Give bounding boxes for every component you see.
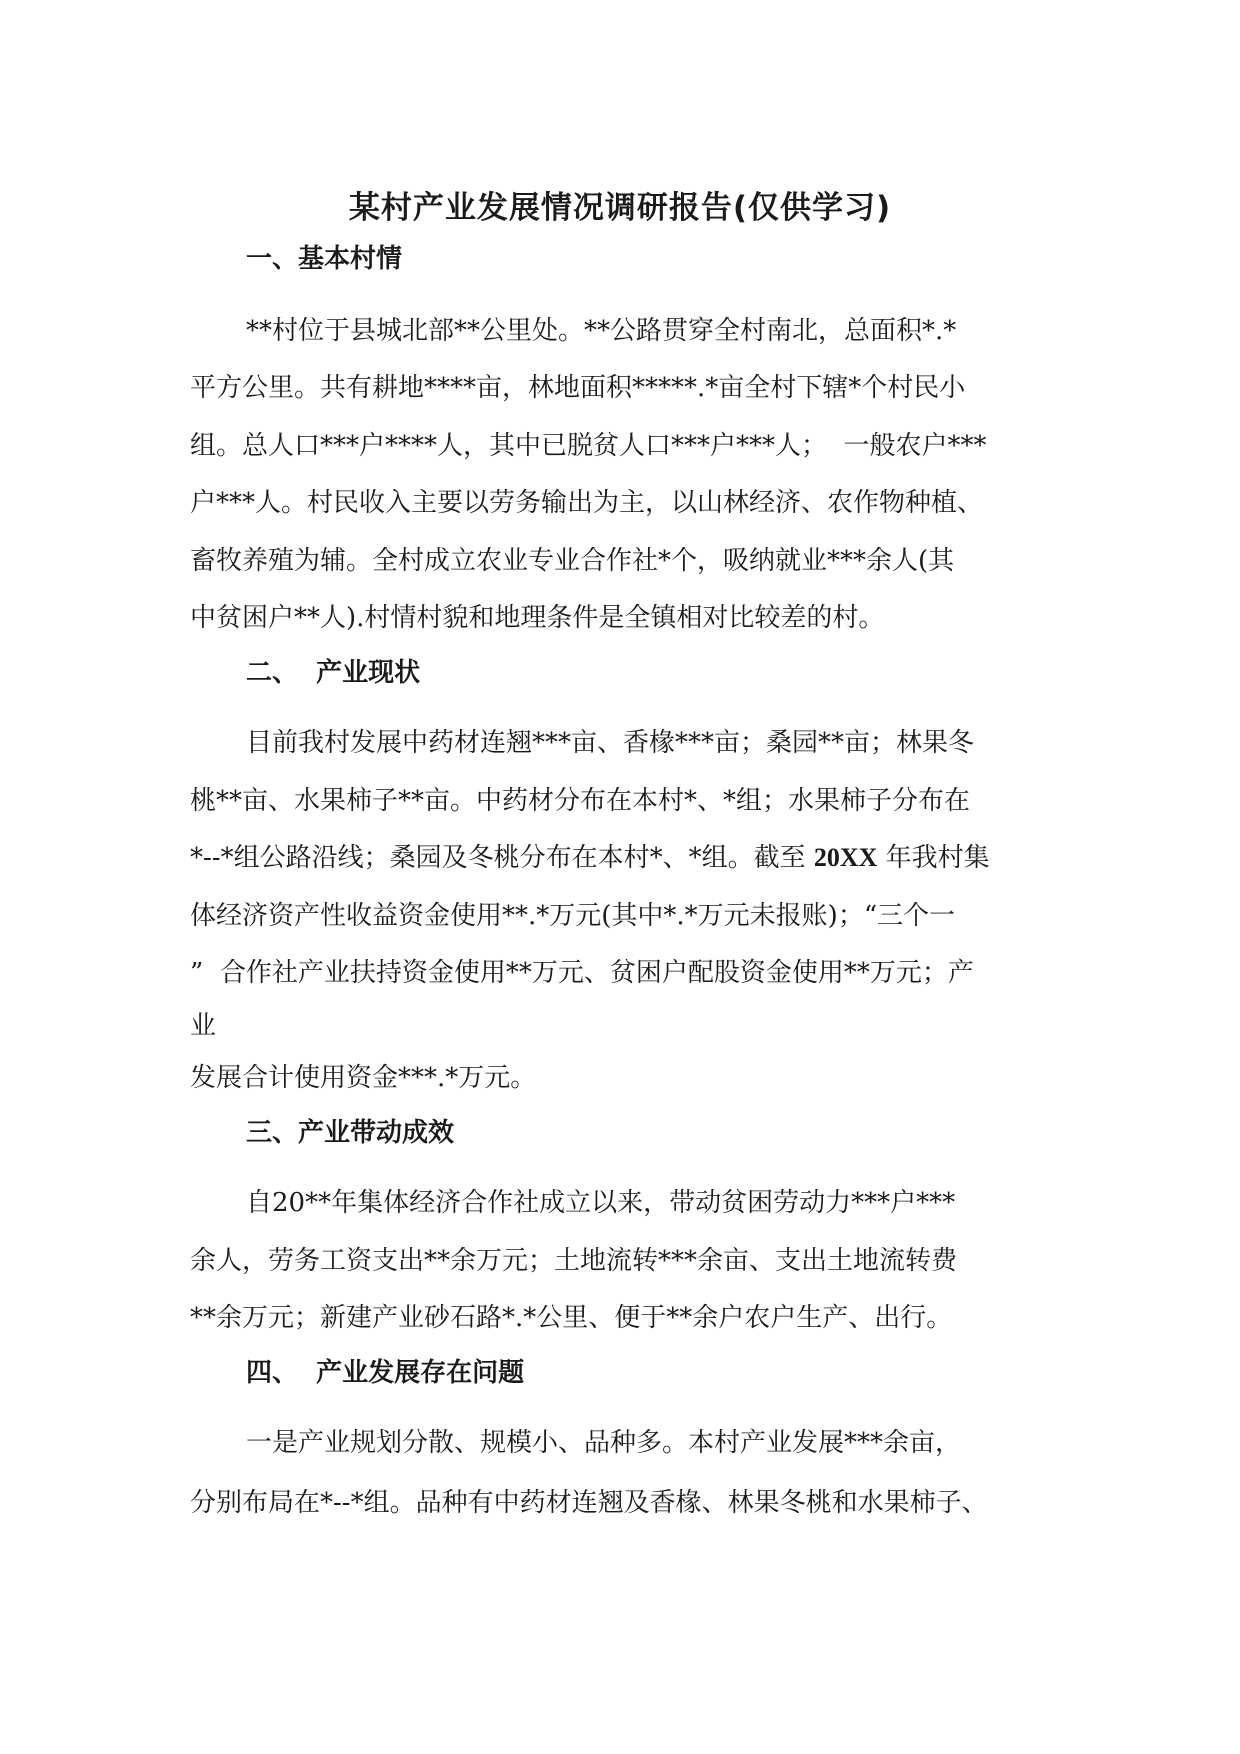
paragraph-line: 畜牧养殖为辅。全村成立农业专业合作社*个，吸纳就业***余人(其 — [190, 546, 955, 576]
year-placeholder: 20XX — [813, 843, 878, 872]
paragraph-line: 体经济资产性收益资金使用**.*万元(其中*.*万元未报账)；“三个一 — [190, 901, 956, 931]
paragraph-line: 户***人。村民收入主要以劳务输出为主，以山林经济、农作物种植、 — [190, 488, 984, 518]
paragraph-line: 目前我村发展中药材连翘***亩、香椽***亩；桑园**亩；林果冬 — [246, 728, 975, 758]
line-text: 年我村集 — [885, 843, 990, 873]
paragraph-line: 余人，劳务工资支出**余万元；土地流转***余亩、支出土地流转费 — [190, 1246, 958, 1276]
document-title: 某村产业发展情况调研报告(仅供学习) — [348, 190, 892, 226]
paragraph-line: 组。总人口***户****人，其中已脱贫人口***户***人； 一般农户*** — [190, 431, 987, 461]
paragraph-line: 分别布局在*--*组。品种有中药材连翘及香椽、林果冬桃和水果柿子、 — [190, 1488, 988, 1518]
paragraph-line — [190, 841, 990, 875]
paragraph-line: 业 — [190, 1011, 217, 1041]
paragraph-line: **余万元；新建产业砂石路*.*公里、便于**余户农户生产、出行。 — [190, 1303, 953, 1333]
paragraph-line: 桃**亩、水果柿子**亩。中药材分布在本村*、*组；水果柿子分布在 — [190, 786, 971, 816]
paragraph-line: **村位于县城北部**公里处。**公路贯穿全村南北，总面积*.* — [246, 316, 957, 346]
paragraph-line: 自20**年集体经济合作社成立以来，带动贫困劳动力***户*** — [246, 1188, 956, 1218]
section-heading-industry-effect: 三、产业带动成效 — [246, 1118, 455, 1148]
line-text: *--*组公路沿线；桑园及冬桃分布在本村*、*组。截至 — [190, 843, 806, 873]
section-heading-basic-info: 一、基本村情 — [246, 244, 403, 274]
paragraph-line: 中贫困户**人).村情村貌和地理条件是全镇相对比较差的村。 — [190, 603, 885, 633]
paragraph-line: 平方公里。共有耕地****亩，林地面积*****.*亩全村下辖*个村民小 — [190, 373, 966, 403]
section-heading-industry-status: 二、 产业现状 — [246, 658, 421, 688]
paragraph-line: 一是产业规划分散、规模小、品种多。本村产业发展***余亩， — [246, 1428, 962, 1458]
paragraph-line: ” 合作社产业扶持资金使用**万元、贫困户配股资金使用**万元；产 — [190, 958, 974, 988]
section-heading-industry-problems: 四、 产业发展存在问题 — [246, 1358, 525, 1388]
paragraph-line: 发展合计使用资金***.*万元。 — [190, 1063, 537, 1093]
